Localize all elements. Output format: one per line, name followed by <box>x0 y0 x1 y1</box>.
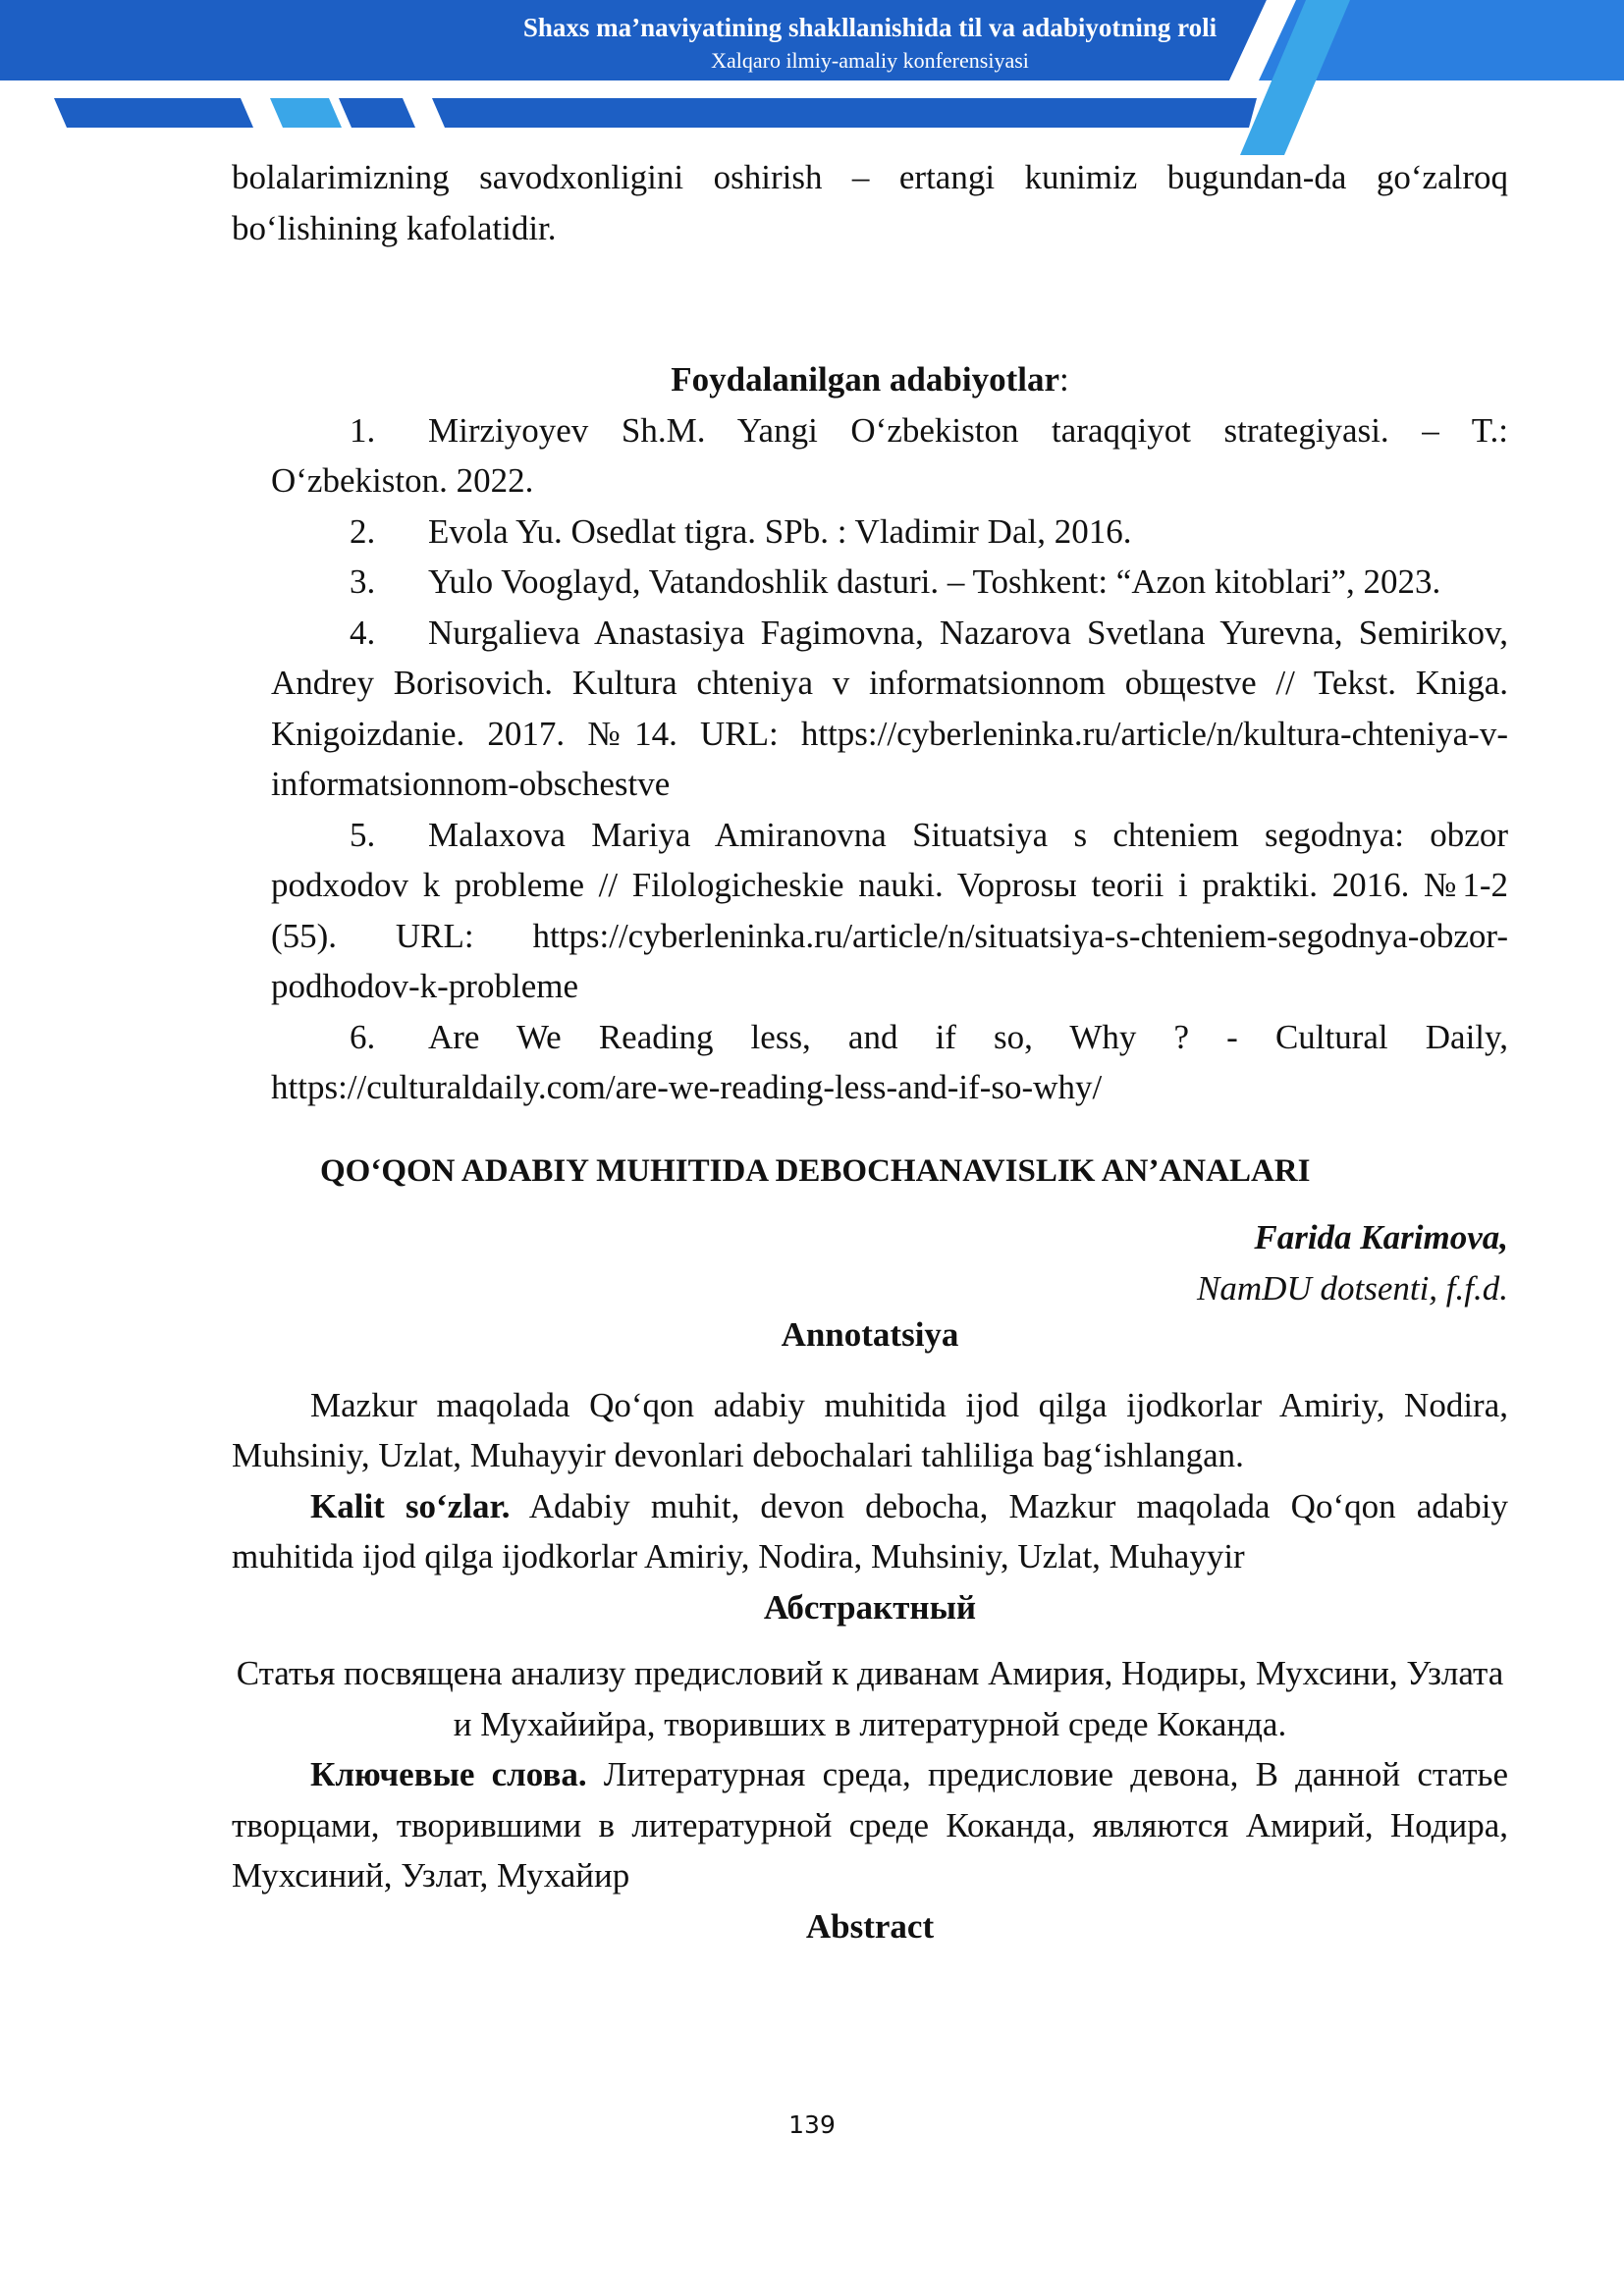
reference-number: 1. <box>350 410 376 450</box>
article-title: QO‘QON ADABIY MUHITIDA DEBOCHANAVISLIK AN’ANALARI <box>320 1152 1311 1189</box>
annotation-keywords <box>232 1481 1508 1582</box>
reference-text: Malaxova Mariya Amiranovna Situatsiya s chteniem segodnya: obzor podxodov k probleme // Filologicheskie nauki. Voprosы teorii i praktiki. 2016. №1-2 (55). URL: https://cyberleninka.ru/article/n/situatsiya-s-chteniem-segodnya-obzor-podhodov-k-probleme <box>271 815 1508 1005</box>
reference-text: Mirziyoyev Sh.M. Yangi O‘zbekiston taraqqiyot strategiyasi. – T.: O‘zbekiston. 2022. <box>271 410 1508 500</box>
reference-item <box>271 608 1508 810</box>
reference-item <box>271 1012 1508 1113</box>
annotation-heading: Annotatsiya <box>781 1315 959 1354</box>
abstract-ru-keywords <box>232 1749 1508 1901</box>
reference-text: Are We Reading less, and if so, Why ? - Cultural Daily, https://culturaldaily.com/are-we-reading-less-and-if-so-why/ <box>271 1017 1508 1106</box>
reference-text: Evola Yu. Osedlat tigra. SPb. : Vladimir Dal, 2016. <box>428 511 1132 551</box>
page-content <box>232 152 1508 1951</box>
abstract-ru-keywords-text: Литературная среда, предисловие девона, В данной статье творцами, творившими в литературной среде Коканда, являются Амирий, Нодира, Мухсиний, Узлат, Мухайир <box>232 1755 1508 1895</box>
page-header-banner <box>0 0 1624 167</box>
references-heading-text: Foydalanilgan adabiyotlar <box>671 360 1060 399</box>
references-heading-colon: : <box>1059 360 1069 399</box>
conference-subtitle: Xalqaro ilmiy-amaliy konferensiyasi <box>711 48 1029 73</box>
author-name-text: Farida Karimova, <box>1254 1218 1508 1256</box>
reference-item <box>271 810 1508 1012</box>
reference-text: Nurgalieva Anastasiya Fagimovna, Nazarova Svetlana Yurevna, Semirikov, Andrey Borisovich. Kultura chteniya v informatsionnom obщestve // Tekst. Kniga. Knigoizdanie. 2017. №14. URL: https://cyberleninka.ru/article/n/kultura-chteniya-v-informatsionnom-obschestve <box>271 613 1508 803</box>
reference-item <box>271 405 1508 507</box>
annotation-keywords-label: Kalit so‘zlar. <box>310 1486 511 1525</box>
author-position: NamDU dotsenti, f.f.d. <box>1197 1268 1508 1308</box>
reference-item <box>271 557 1508 608</box>
reference-text: Yulo Vooglayd, Vatandoshlik dasturi. – Toshkent: “Azon kitoblari”, 2023. <box>428 562 1441 601</box>
intro-paragraph: bolalarimizning savodxonligini oshirish – ertangi kunimiz bugundan-da go‘zalroq bo‘lishining kafolatidir. <box>232 158 1508 247</box>
reference-number: 5. <box>350 815 376 854</box>
references-heading <box>232 354 1508 405</box>
annotation-text: Mazkur maqolada Qo‘qon adabiy muhitida ijod qilga ijodkorlar Amiriy, Nodira, Muhsiniy, Uzlat, Muhayyir devonlari debochalari tahliliga bag‘ishlangan. <box>232 1385 1508 1474</box>
reference-number: 4. <box>350 613 376 652</box>
reference-number: 6. <box>350 1017 376 1056</box>
annotation-keywords-text: Adabiy muhit, devon debocha, Mazkur maqolada Qo‘qon adabiy muhitida ijod qilga ijodkorlar Amiriy, Nodira, Muhsiniy, Uzlat, Muhayyir <box>232 1486 1509 1575</box>
reference-item <box>271 507 1508 558</box>
references-list <box>232 405 1508 1113</box>
abstract-en-heading: Abstract <box>805 1906 935 1946</box>
reference-number: 3. <box>350 562 376 601</box>
conference-title: Shaxs ma’naviyatining shakllanishida til va adabiyotning roli <box>522 13 1218 42</box>
abstract-ru-text: Статья посвящена анализу предисловий к диванам Амирия, Нодиры, Мухсини, Узлата и Мухайийра, творивших в литературной среде Коканда. <box>236 1654 1504 1743</box>
abstract-ru-heading: Абстрактный <box>763 1587 977 1627</box>
reference-number: 2. <box>350 511 376 551</box>
abstract-ru-keywords-label: Ключевые слова. <box>310 1755 587 1793</box>
page-number: 139 <box>788 2110 836 2139</box>
author-name <box>232 1212 1508 1263</box>
